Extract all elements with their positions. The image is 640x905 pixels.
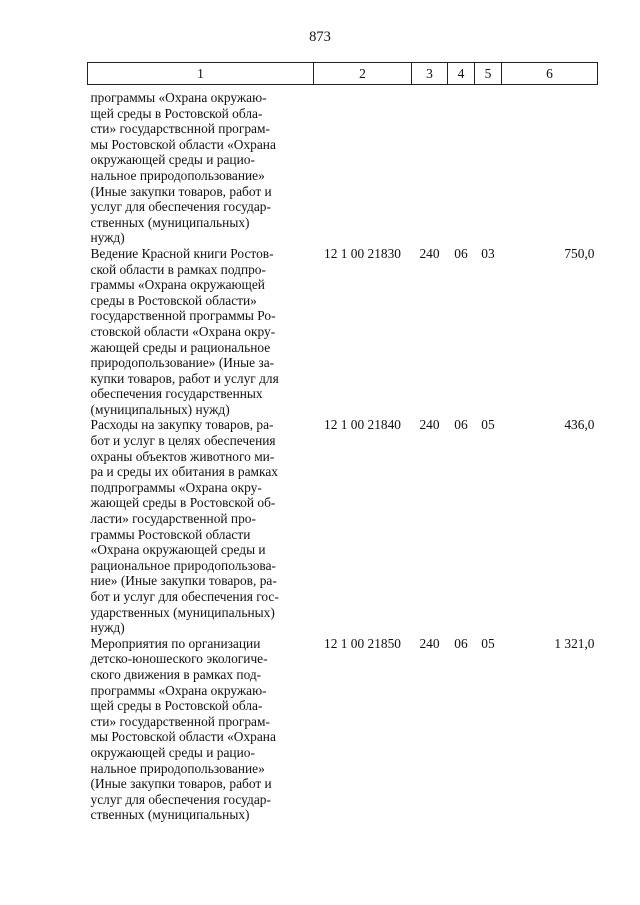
description-line: рациональное природопользова-	[90, 557, 276, 573]
target-code: 12 1 00 21830	[324, 245, 401, 261]
description-line: мы Ростовской области «Охрана	[90, 729, 276, 745]
description-line: нальное природопользование»	[90, 167, 265, 183]
description-line: среды в Ростовской области»	[90, 292, 257, 308]
expense-type: 240	[419, 635, 440, 651]
section-code: 06	[454, 635, 468, 651]
table-row	[88, 417, 598, 635]
description-line: нужд)	[90, 230, 125, 246]
description-line: детско-юношеского экологиче-	[90, 651, 268, 667]
column-header-3: 3	[412, 63, 448, 85]
description-line: «Охрана окружающей среды и	[90, 542, 266, 558]
amount	[502, 85, 598, 246]
description-line: жающей среды и рациональное	[90, 339, 271, 355]
description-line: ственных (муниципальных)	[90, 807, 250, 823]
amount: 436,0	[564, 417, 595, 433]
description-line: щей среды в Ростовской обла-	[90, 105, 263, 121]
description-line: государственной программы Ро-	[90, 308, 276, 324]
description-line: сти» государственной програм-	[90, 713, 270, 729]
description-line: услуг для обеспечения государ-	[90, 791, 271, 807]
description-line: программы «Охрана окружаю-	[90, 682, 267, 698]
description-line: Мероприятия по организации	[90, 635, 261, 651]
description-line: бот и услуг для обеспечения гос-	[90, 589, 279, 604]
description-line: граммы «Охрана окружающей	[90, 277, 265, 293]
amount: 750,0	[564, 245, 595, 261]
description-line: обеспечения государственных	[90, 386, 263, 402]
section-code	[448, 85, 475, 246]
description-line: граммы Ростовской области	[90, 526, 251, 542]
description-line: нальное природопользование»	[90, 760, 265, 776]
expense-type	[412, 85, 448, 246]
description-line: Расходы на закупку товаров, ра-	[90, 417, 274, 433]
description-line: (Иные закупки товаров, работ и	[90, 183, 272, 199]
description-line: (Иные закупки товаров, работ и	[90, 776, 272, 792]
description-line: Ведение Красной книги Ростов-	[90, 245, 274, 261]
description-line: стовской области «Охрана окру-	[90, 323, 276, 339]
expense-type: 240	[419, 417, 440, 433]
description-line: щей среды в Ростовской обла-	[90, 698, 263, 714]
section-code: 06	[454, 245, 468, 261]
budget-table	[87, 62, 598, 823]
column-header-1: 1	[88, 63, 314, 85]
description-line: купки товаров, работ и услуг для	[90, 370, 279, 386]
target-code	[314, 85, 412, 246]
subsection-code	[475, 85, 502, 246]
subsection-code: 05	[481, 417, 495, 433]
description-line: программы «Охрана окружаю-	[90, 90, 267, 105]
description-line: нужд)	[90, 620, 125, 636]
description-line: сти» государствснной програм-	[90, 121, 270, 137]
description-line: услуг для обеспечения государ-	[90, 199, 271, 215]
description-line: бот и услуг в целях обеспечения	[90, 433, 276, 449]
row-description	[88, 85, 314, 246]
page-number: 873	[309, 29, 331, 45]
description-line: подпрограммы «Охрана окру-	[90, 479, 262, 495]
table-header-row	[88, 63, 598, 85]
row-description	[88, 417, 314, 635]
description-line: ственных (муниципальных)	[90, 214, 250, 230]
description-line: окружающей среды и рацио-	[90, 152, 255, 168]
column-header-4: 4	[448, 63, 475, 85]
table-row	[88, 246, 598, 418]
subsection-code: 05	[481, 635, 495, 651]
description-line: природопользование» (Иные за-	[90, 355, 275, 371]
description-line: ского движения в рамках под-	[90, 666, 262, 682]
description-line: окружающей среды и рацио-	[90, 744, 255, 760]
row-description	[88, 246, 314, 418]
description-line: ударственных (муниципальных)	[90, 604, 275, 620]
column-header-2: 2	[314, 63, 412, 85]
subsection-code: 03	[481, 245, 495, 261]
expense-type: 240	[419, 245, 440, 261]
description-line: ласти» государственной про-	[90, 511, 256, 527]
description-line: ра и среды их обитания в рамках	[90, 464, 278, 480]
column-header-6: 6	[502, 63, 598, 85]
description-line: мы Ростовской области «Охрана	[90, 136, 276, 152]
row-description	[88, 636, 314, 823]
target-code: 12 1 00 21840	[324, 417, 401, 433]
description-line: ние» (Иные закупки товаров, ра-	[90, 573, 277, 589]
table-row	[88, 636, 598, 823]
amount: 1 321,0	[554, 635, 595, 651]
table-row	[88, 85, 598, 246]
column-header-5: 5	[475, 63, 502, 85]
description-line: ской области в рамках подпро-	[90, 261, 266, 277]
target-code: 12 1 00 21850	[324, 635, 401, 651]
section-code: 06	[454, 417, 468, 433]
description-line: жающей среды в Ростовской об-	[90, 495, 276, 511]
description-line: охраны объектов животного ми-	[90, 448, 275, 464]
description-line: (муниципальных) нужд)	[90, 401, 230, 417]
